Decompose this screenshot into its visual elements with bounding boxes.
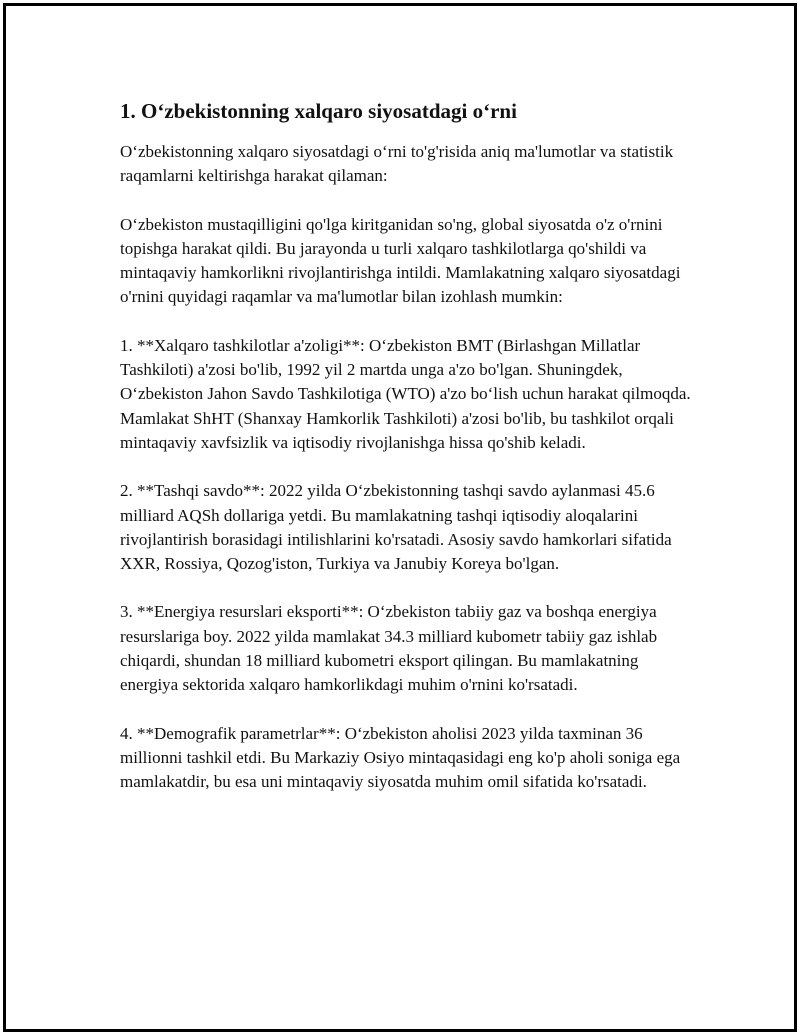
point-1-international-organizations: 1. **Xalqaro tashkilotlar a'zoligi**: O‘zbekiston BMT (Birlashgan Millatlar Tashkiloti) a'zosi bo'lib, 1992 yil 2 martda unga a'zo bo'lgan. Shuningdek, O‘zbekiston Jahon Savdo Tashkilotiga (WTO) a'zo bo‘lish uchun harakat qilmoqda. Mamlakat ShHT (Shanxay Hamkorlik Tashkiloti) a'zosi bo'lib, bu tashkilot orqali mintaqaviy xavfsizlik va iqtisodiy rivojlanishga hissa qo'shib keladi. [120, 335, 691, 452]
point-4-demographics: 4. **Demografik parametrlar**: O‘zbekiston aholisi 2023 yilda taxminan 36 millionni tashkil etdi. Bu Markaziy Osiyo mintaqasidagi eng ko'p aholi soniga ega mamlakatdir, bu esa uni mintaqaviy siyosatda muhim omil sifatida ko'rsatadi. [120, 723, 681, 792]
context-paragraph: O‘zbekiston mustaqilligini qo'lga kiritganidan so'ng, global siyosatda o'z o'rnini topishga harakat qildi. Bu jarayonda u turli xalqaro tashkilotlarga qo'shildi va mintaqaviy hamkorlikni rivojlantirishga intildi. Mamlakatning xalqaro siyosatdagi o'rnini quyidagi raqamlar va ma'lumotlar bilan izohlash mumkin: [120, 214, 681, 307]
point-2-foreign-trade: 2. **Tashqi savdo**: 2022 yilda O‘zbekistonning tashqi savdo aylanmasi 45.6 milliard AQSh dollariga yetdi. Bu mamlakatning tashqi iqtisodiy aloqalarini rivojlantirish borasidagi intilishlarini ko'rsatadi. Asosiy savdo hamkorlari sifatida XXR, Rossiya, Qozog'iston, Turkiya va Janubiy Koreya bo'lgan. [120, 481, 672, 574]
point-3-energy-exports: 3. **Energiya resurslari eksporti**: O‘zbekiston tabiiy gaz va boshqa energiya resurslariga boy. 2022 yilda mamlakat 34.3 milliard kubometr tabiiy gaz ishlab chiqardi, shundan 18 milliard kubometri eksport qilingan. Bu mamlakatning energiya sektorida xalqaro hamkorlikdagi muhim o'rnini ko'rsatadi. [120, 602, 658, 695]
intro-paragraph: O‘zbekistonning xalqaro siyosatdagi o‘rni to'g'risida aniq ma'lumotlar va statistik raqamlarni keltirishga harakat qilaman: [120, 142, 674, 186]
page-frame [3, 3, 797, 1032]
document-title: 1. O‘zbekistonning xalqaro siyosatdagi o‘rni [120, 99, 517, 123]
document-body [120, 98, 695, 819]
